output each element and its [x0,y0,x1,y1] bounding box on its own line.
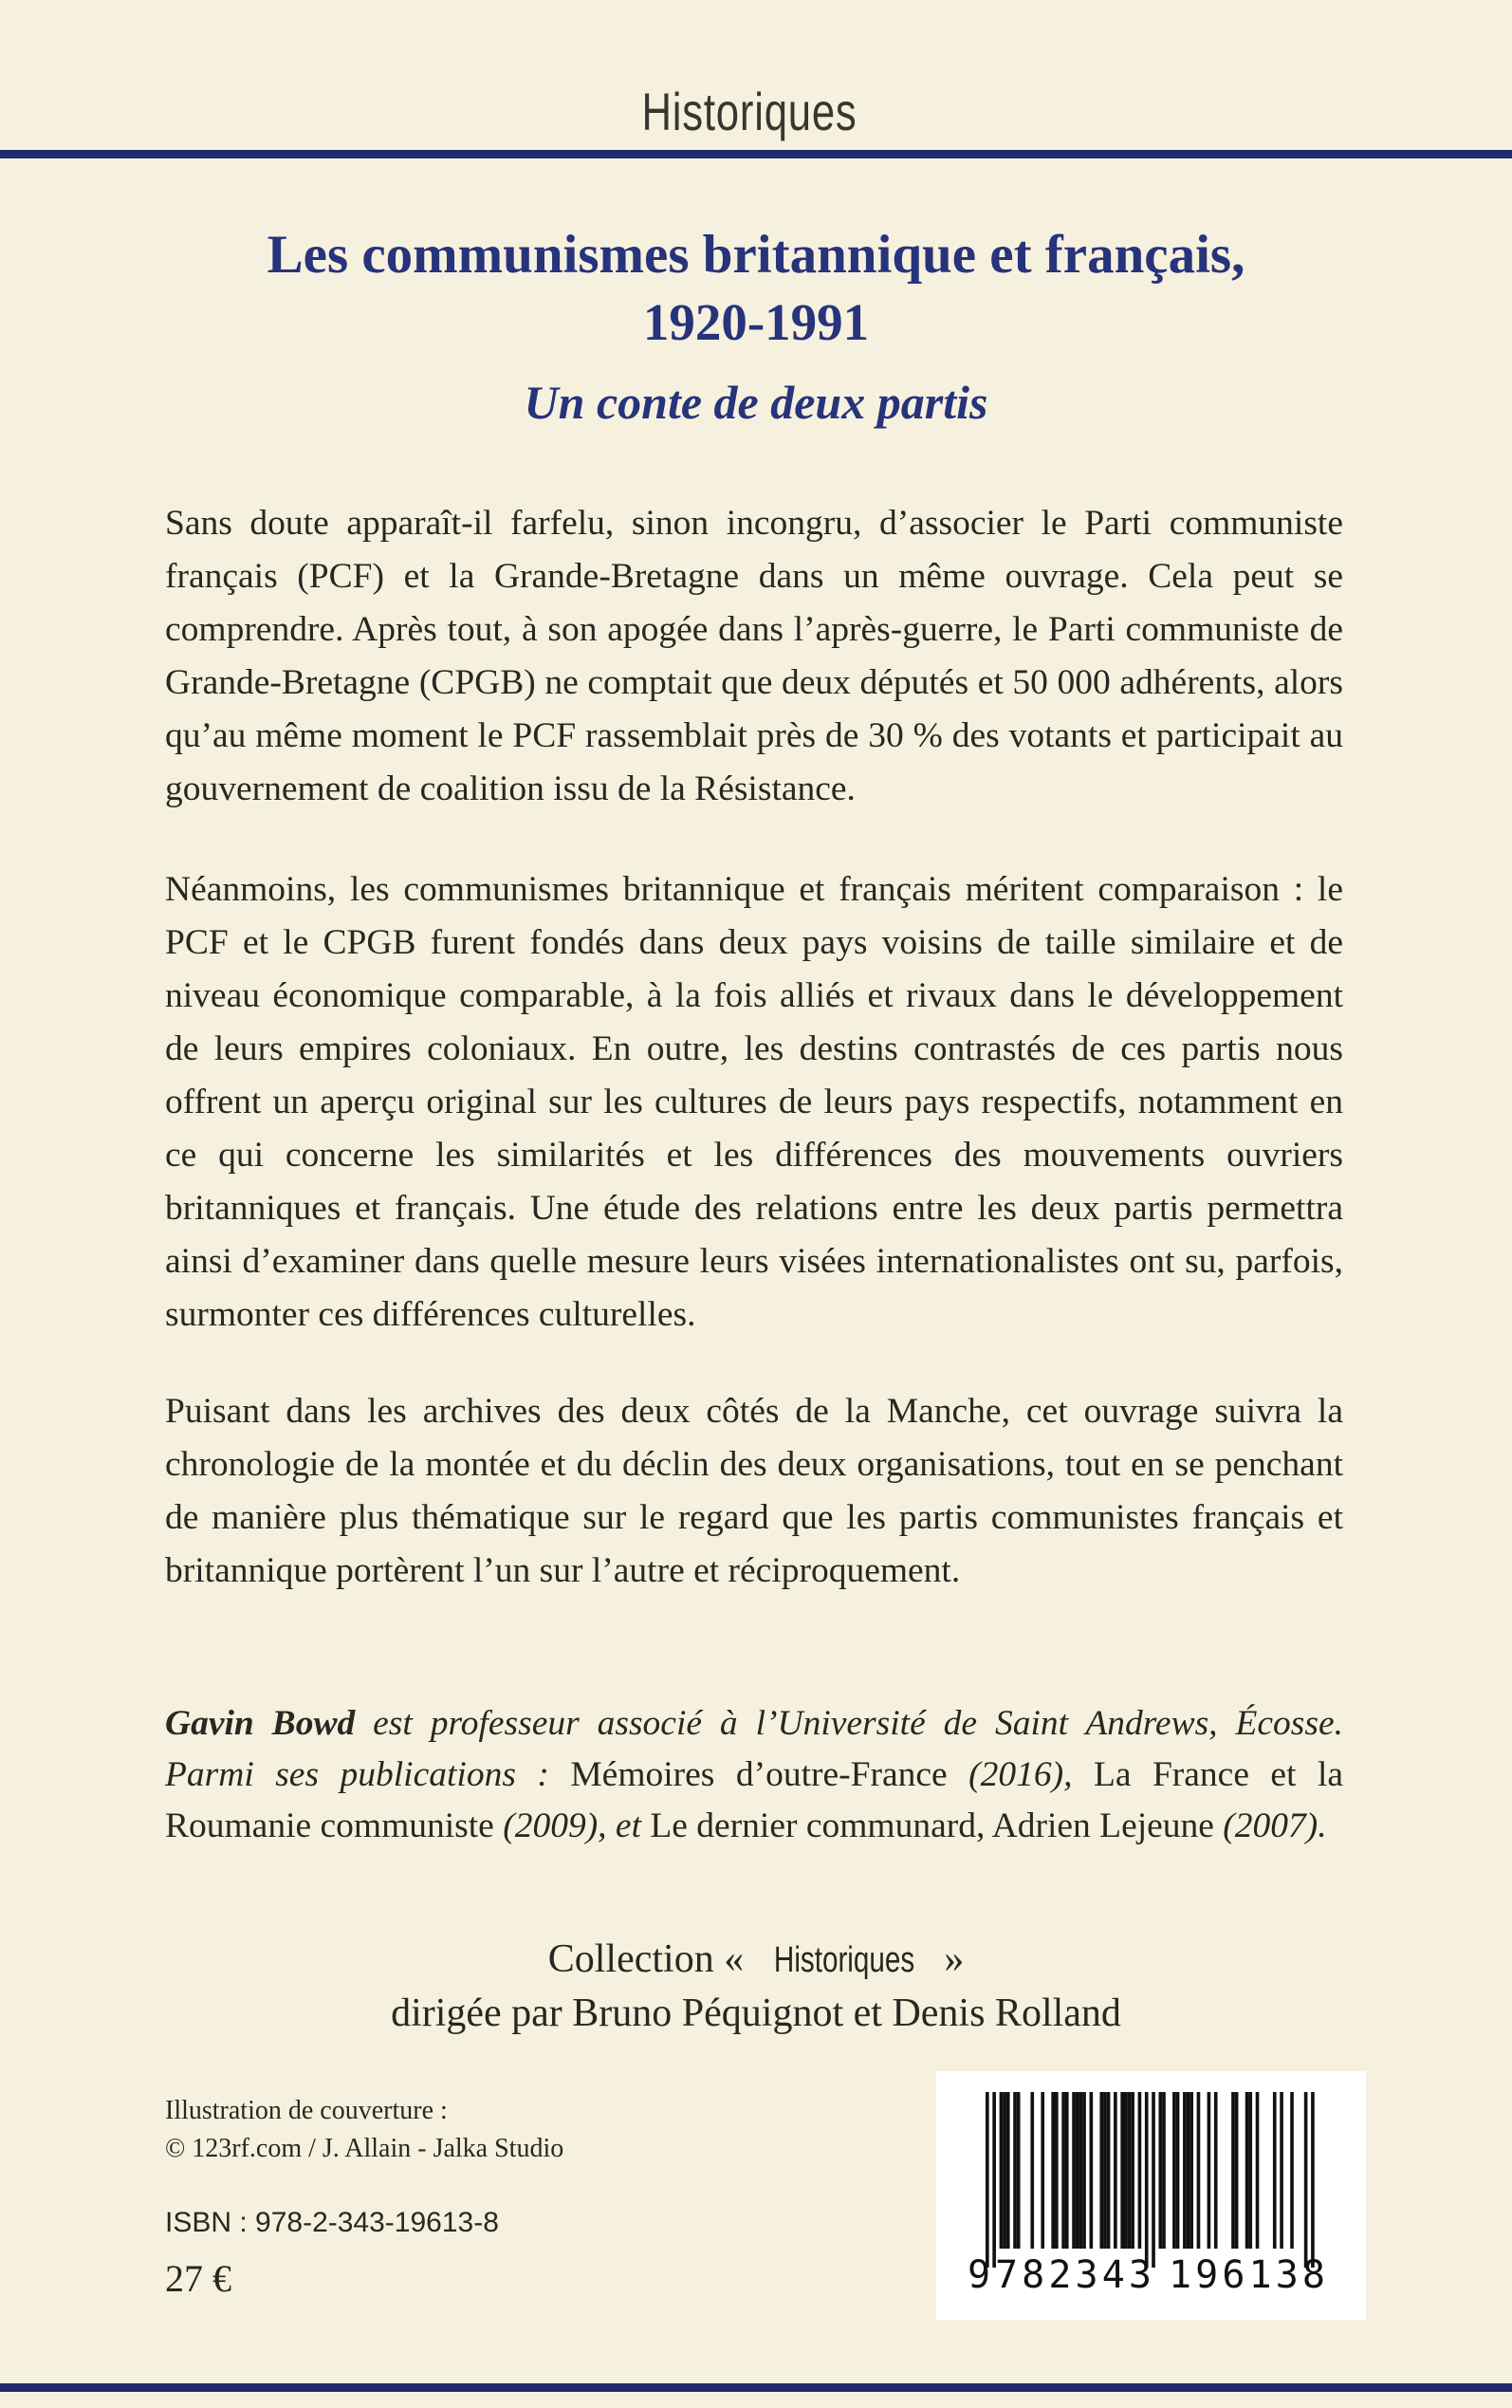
barcode-bar [1090,2092,1094,2249]
cover-credits [165,2092,563,2168]
barcode-bar [1065,2092,1069,2249]
barcode-bar [1128,2092,1132,2249]
barcode-bar [1172,2092,1176,2249]
barcode-bar [1162,2092,1166,2249]
barcode-bar [1256,2092,1260,2249]
book-title-dates: 1920-1991 [642,293,870,351]
barcode-bar [1061,2092,1065,2249]
blurb-paragraph-1: Sans doute apparaît-il farfelu, sinon incongru, d’associer le Parti communiste français (PCF) et la Grande-Bretagne dans un même ouvrage. Cela peut se comprendre. Après tout, à son apogée dans l’après-guerre, le Parti communiste de Grande-Bretagne (CPGB) ne comptait que deux députés et 50 000 adhérents, alors qu’au même moment le PCF rassemblait près de 30 % des votants et participait au gouvernement de coalition issu de la Résistance. [165,504,1343,808]
book-year-1: (2016), [947,1755,1094,1794]
barcode-bar [1197,2092,1201,2249]
barcode-bar [1051,2092,1055,2249]
book-title: Les communismes britannique et français, [267,225,1245,285]
credits-line-1: Illustration de couverture : [165,2096,448,2125]
barcode-bar [1214,2092,1218,2249]
barcode-bars [986,2092,1315,2268]
collection-name: Historiques [773,1940,914,1980]
barcode-bar [1189,2092,1193,2249]
credits-line-2: © 123rf.com / J. Allain - Jalka Studio [165,2134,564,2163]
barcode-bar [1006,2092,1010,2249]
barcode-bar [1000,2092,1004,2249]
barcode-bar [1176,2092,1180,2249]
author-name: Gavin Bowd [165,1704,356,1743]
collection-prefix: Collection « [547,1937,754,1981]
barcode-bar [1082,2092,1086,2249]
collection-directors: dirigée par Bruno Péquignot et Denis Rolland [391,1991,1121,2035]
barcode-bar [1120,2092,1124,2249]
barcode-bar [1131,2092,1134,2249]
book-subtitle: Un conte de deux partis [524,376,988,429]
barcode-bar [1187,2092,1190,2249]
barcode-bar [1017,2092,1021,2249]
price: 27 € [165,2257,231,2300]
book-title-2: La France et la Roumanie communiste [165,1755,1344,1845]
bio-text: est professeur associé à l’Université de Saint Andrews, Écosse. Parmi ses publications : [165,1704,1343,1794]
collection-line [0,1933,1512,1987]
barcode-bar [1003,2092,1006,2249]
barcode-bar [1304,2092,1308,2268]
bottom-rule [0,2383,1512,2392]
book-title-3: Le dernier communard, Adrien Lejeune [650,1806,1214,1845]
barcode-bar [1311,2092,1315,2268]
barcode-bar [1041,2092,1044,2249]
isbn-text: ISBN : 978-2-343-19613-8 [165,2207,499,2238]
blurb-paragraph-3: Puisant dans les archives des deux côtés de la Manche, cet ouvrage suivra la chronologie de la montée et du déclin des deux organisations, tout en se penchant de manière plus thématique sur le regard que les partis communistes français et britannique portèrent l’un sur l’autre et réciproquement. [165,1392,1343,1590]
book-title-1: Mémoires d’outre-France [570,1755,948,1794]
barcode-bar [1076,2092,1079,2249]
barcode-bar [1072,2092,1076,2249]
barcode-bar [1145,2092,1149,2268]
barcode-bar [1159,2092,1163,2249]
top-rule [0,150,1512,158]
barcode-bar [1013,2092,1017,2249]
barcode-bar [986,2092,989,2268]
barcode-bar [1152,2092,1155,2268]
collection-suffix: » [933,1937,965,1981]
barcode-bar [1245,2092,1249,2249]
barcode-bar [1124,2092,1128,2249]
barcode-graphic [936,2071,1366,2320]
barcode-bar [1055,2092,1059,2249]
barcode-first-digit: 9 [968,2253,991,2297]
barcode-bar [1290,2092,1294,2249]
blurb-paragraph-2: Néanmoins, les communismes britannique et français méritent comparaison : le PCF et le CPGB furent fondés dans deux pays voisins de taille similaire et de niveau économique comparable, à la fois alliés et rivaux dans le développement de leurs empires coloniaux. En outre, les destins contrastés de ces partis nous offrent un aperçu original sur les cultures de leurs pays respectifs, notamment en ce qui concerne les similarités et les différences des mouvements ouvriers britanniques et français. Une étude des relations entre les deux partis permettra ainsi d’examiner dans quelle mesure leurs visées internationalistes ont su, parfois, surmonter ces différences culturelles. [165,870,1343,1334]
barcode-bar [1107,2092,1111,2249]
barcode-bar [1030,2092,1034,2249]
collection-info [0,1933,1512,2040]
series-logo: Historiques [641,82,857,141]
barcode-bar [1099,2092,1103,2249]
barcode-bar [1248,2092,1252,2249]
barcode-bar [1183,2092,1187,2249]
barcode-bar [1235,2092,1239,2249]
barcode-bar [1138,2092,1142,2249]
barcode [936,2071,1366,2320]
barcode-bar [992,2092,996,2268]
barcode-bar [1103,2092,1107,2249]
book-year-2: (2009), et [493,1806,651,1845]
barcode-bar [1079,2092,1083,2249]
barcode-bar [1280,2092,1283,2249]
barcode-bar [1231,2092,1235,2249]
book-year-3: (2007). [1213,1806,1327,1845]
barcode-left-digits: 782343 [995,2253,1152,2297]
barcode-bar [1114,2092,1117,2249]
barcode-bar [1273,2092,1277,2249]
barcode-right-digits: 196138 [1169,2253,1325,2297]
author-bio [165,1698,1343,1852]
barcode-bar [1208,2092,1211,2249]
